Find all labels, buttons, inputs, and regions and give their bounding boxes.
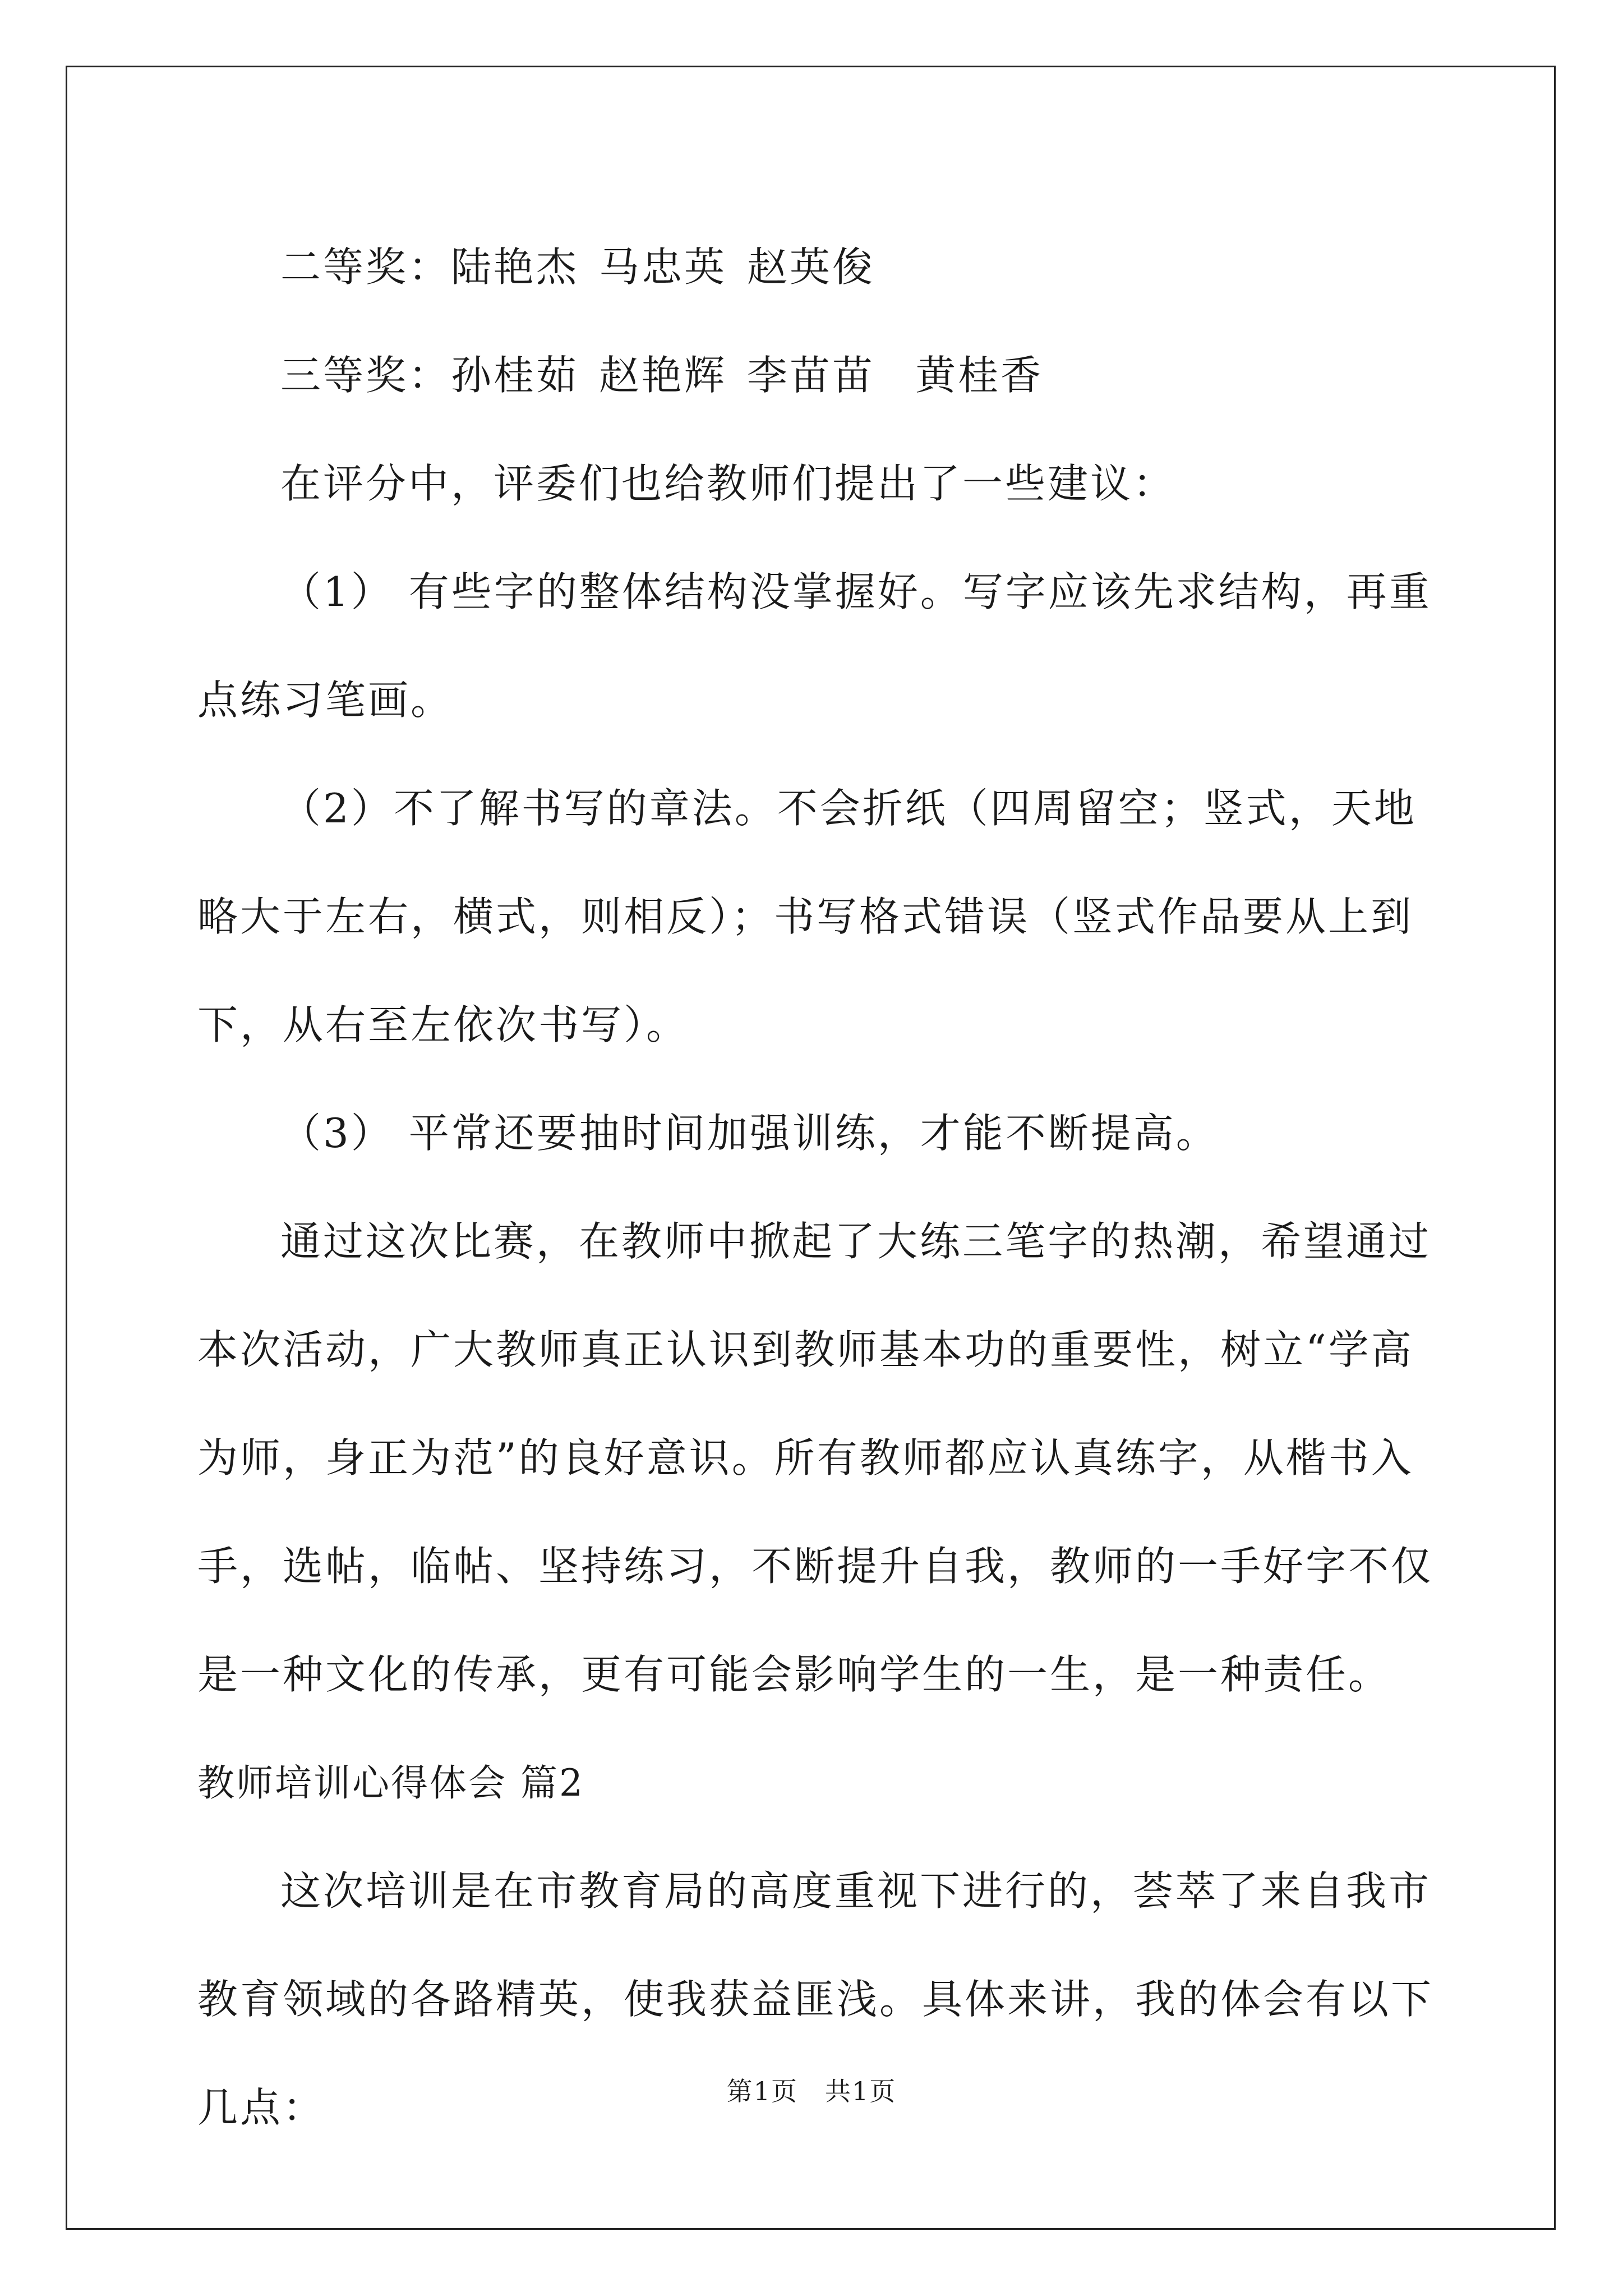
winner-name: 李苗苗 bbox=[747, 352, 875, 399]
page-footer bbox=[0, 2071, 1623, 2108]
winner-name: 马忠英 bbox=[599, 243, 727, 291]
winner-name: 赵艳辉 bbox=[599, 352, 727, 399]
suggestion-2: （2）不了解书写的章法。不会折纸（四周留空；竖式，天地略大于左右，横式，则相反）；书写格式错误（竖式作品要从上到下，从右至左依次书写）。 bbox=[197, 785, 1417, 1048]
second-prize-line bbox=[197, 213, 1437, 321]
page-number: 第1页 bbox=[726, 2076, 798, 2106]
winner-name: 赵英俊 bbox=[747, 243, 875, 291]
second-prize-label: 二等奖： bbox=[280, 243, 451, 291]
third-prize-label: 三等奖： bbox=[280, 352, 451, 399]
conclusion-paragraph: 通过这次比赛，在教师中掀起了大练三笔字的热潮，希望通过本次活动，广大教师真正认识到教师基本功的重要性，树立“学高为师，身正为范”的良好意识。所有教师都应认真练字，从楷书入手，选帖，临帖、坚持练习，不断提升自我，教师的一手好字不仅是一种文化的传承，更有可能会影响学生的一生，是一种责任。 bbox=[197, 1218, 1434, 1698]
third-prize-line bbox=[197, 321, 1437, 430]
winner-name: 黄桂香 bbox=[915, 352, 1044, 399]
winner-name: 孙桂茹 bbox=[451, 352, 579, 399]
suggestions-intro: 在评分中，评委们也给教师们提出了一些建议： bbox=[280, 460, 1176, 507]
winner-name: 陆艳杰 bbox=[451, 243, 579, 291]
page-total: 共1页 bbox=[825, 2076, 897, 2106]
section-heading: 教师培训心得体会 篇2 bbox=[197, 1761, 584, 1805]
document-body bbox=[197, 213, 1437, 2162]
suggestion-1: （1） 有些字的整体结构没掌握好。写字应该先求结构，再重点练习笔画。 bbox=[197, 568, 1432, 724]
suggestion-3: （3） 平常还要抽时间加强训练，才能不断提高。 bbox=[280, 1110, 1219, 1157]
section2-paragraph: 这次培训是在市教育局的高度重视下进行的，荟萃了来自我市教育领域的各路精英，使我获益匪浅。具体来讲，我的体会有以下几点： bbox=[197, 1867, 1434, 2131]
